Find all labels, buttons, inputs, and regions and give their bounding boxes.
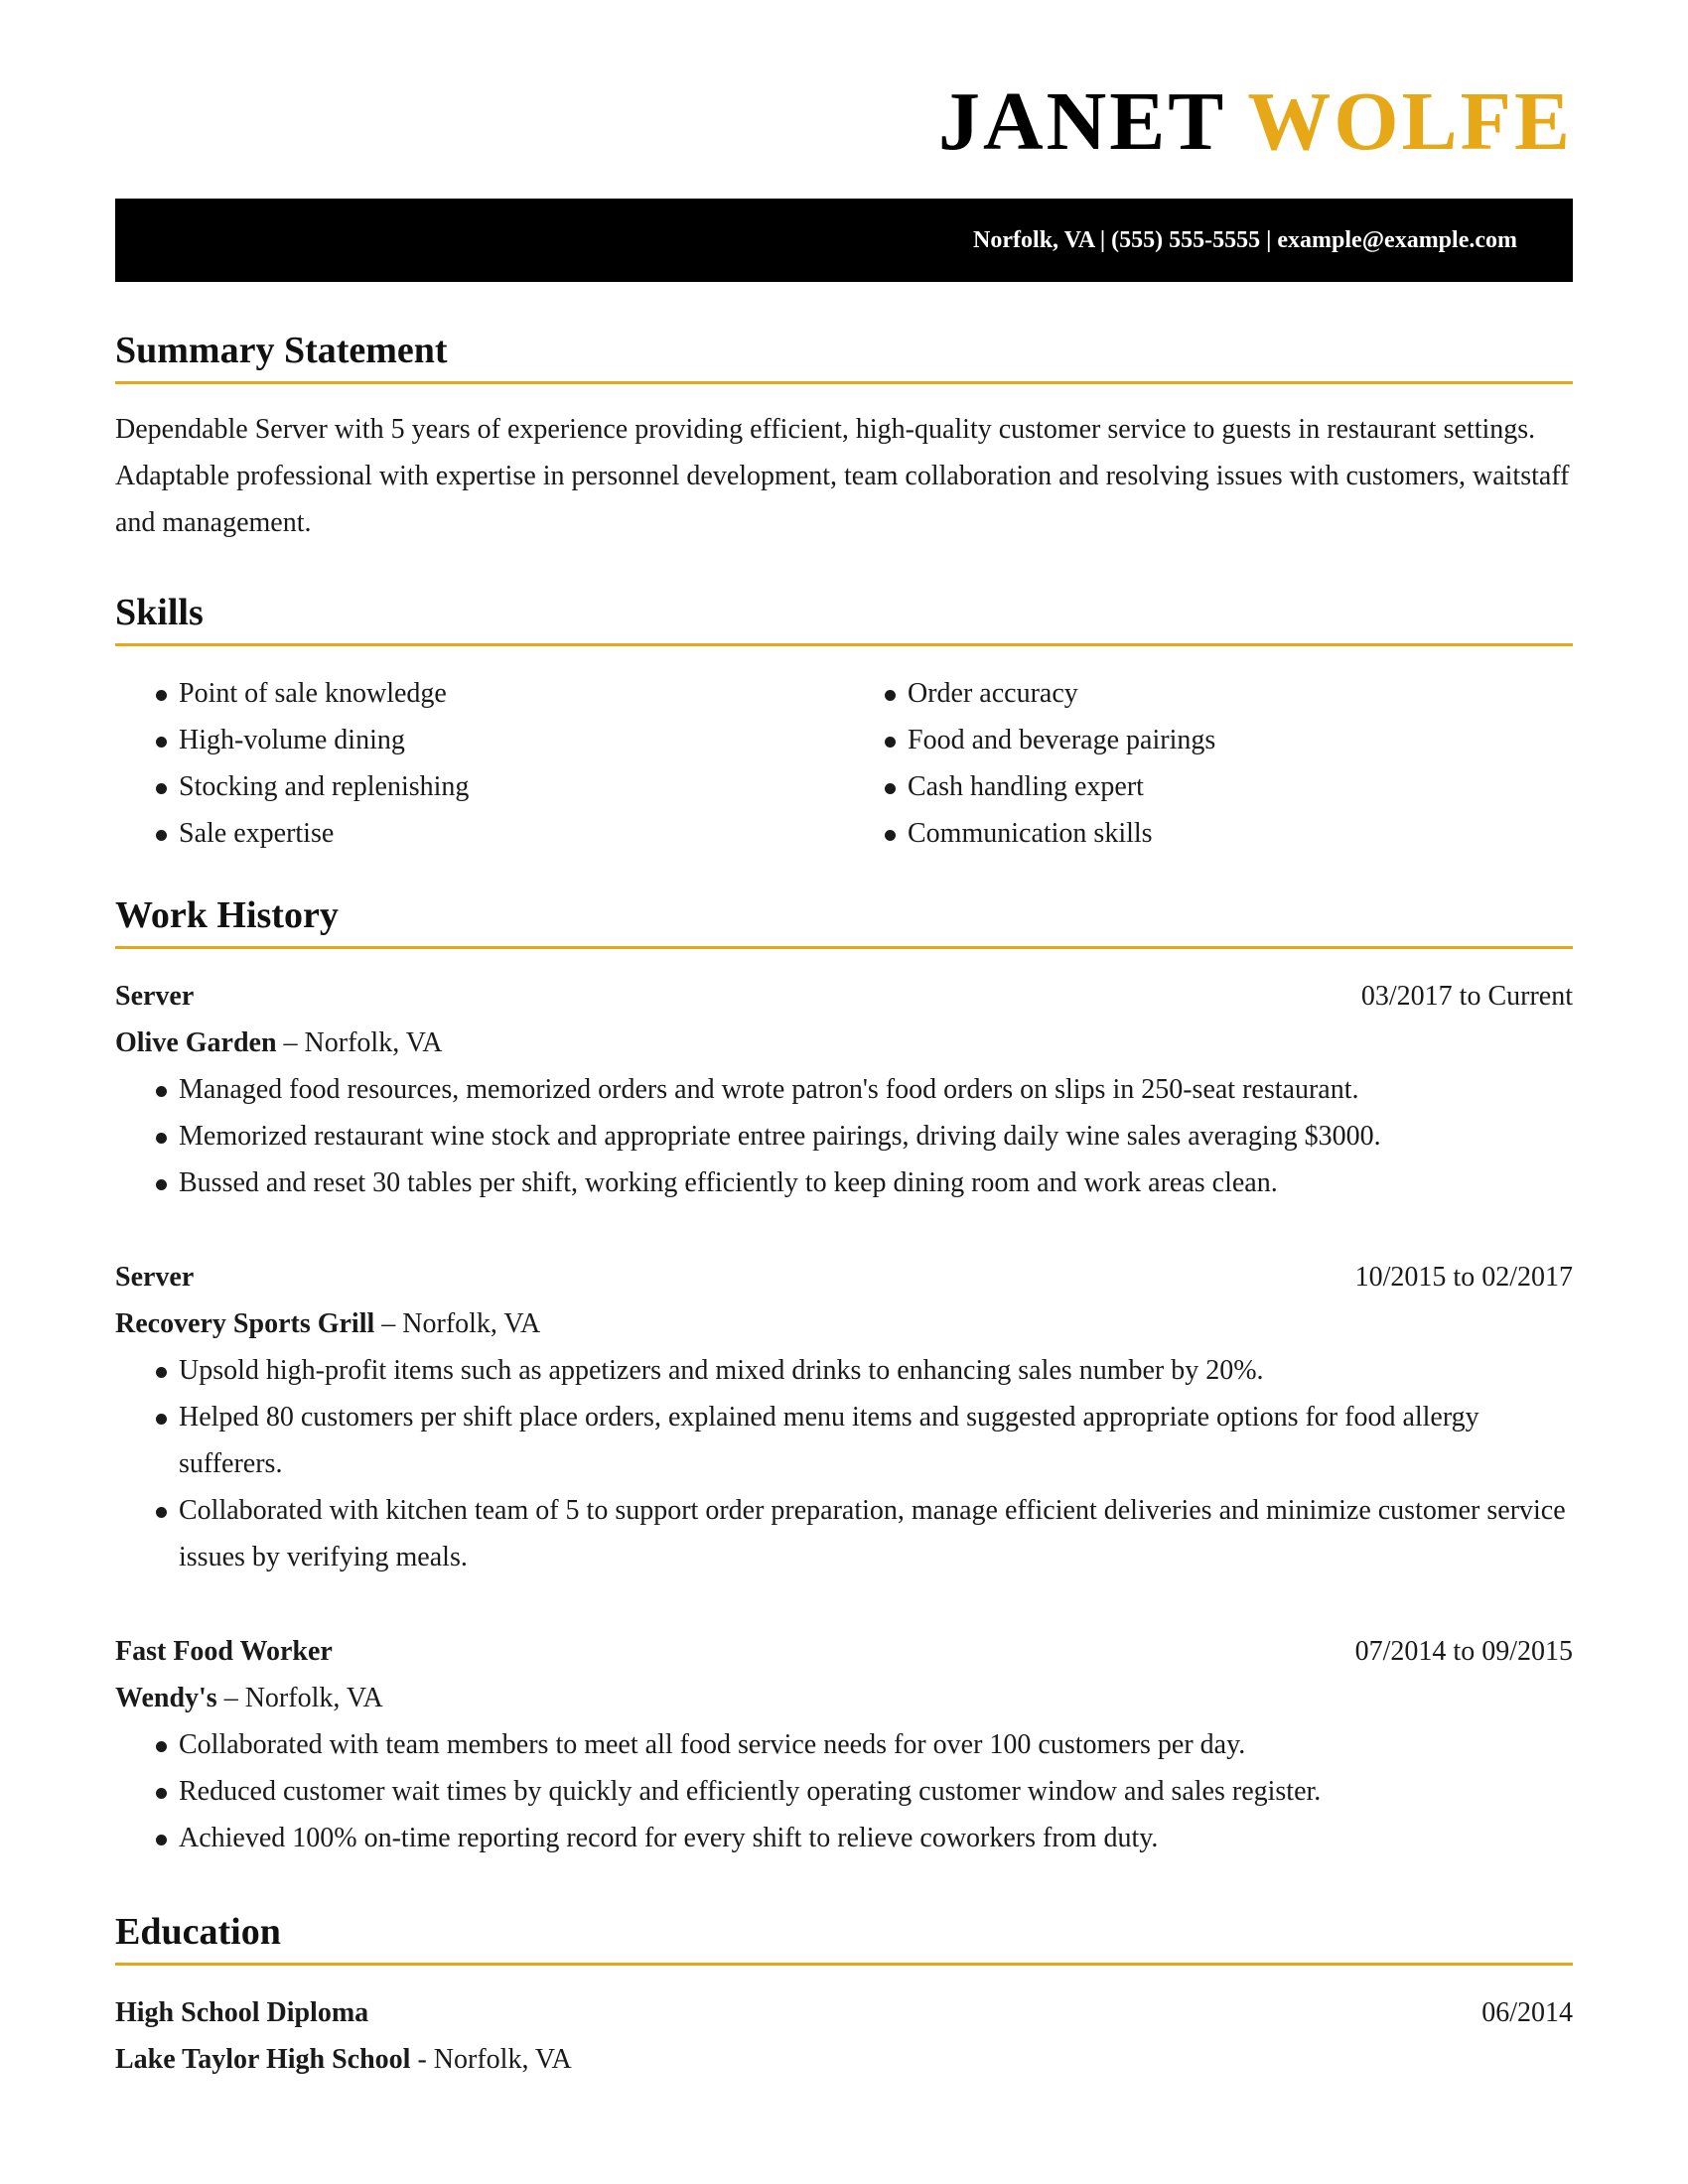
skill-item: Food and beverage pairings — [844, 717, 1573, 763]
contact-info: Norfolk, VA | (555) 555-5555 | example@example.com — [973, 227, 1517, 253]
job-dates: 03/2017 to Current — [1360, 981, 1573, 1012]
job-bullets — [115, 1066, 1573, 1206]
job-title: Server — [115, 1262, 195, 1293]
employer-location: – Norfolk, VA — [374, 1308, 541, 1339]
school-name: Lake Taylor High School — [115, 2044, 411, 2075]
skill-item: Point of sale knowledge — [115, 670, 844, 717]
skill-item: Communication skills — [844, 810, 1573, 857]
section-title-skills: Skills — [115, 590, 1573, 646]
job-bullet: Memorized restaurant wine stock and appropriate entree pairings, driving daily wine sales averaging $3000. — [115, 1113, 1573, 1160]
skill-item: Cash handling expert — [844, 763, 1573, 810]
job-bullets — [115, 1721, 1573, 1861]
job-bullet: Collaborated with kitchen team of 5 to support order preparation, manage efficient deliveries and minimize customer service issues by verifying meals. — [115, 1487, 1573, 1580]
school — [115, 2036, 1573, 2083]
job-bullet: Collaborated with team members to meet all food service needs for over 100 customers per day. — [115, 1721, 1573, 1768]
job-bullets — [115, 1347, 1573, 1580]
employer-name: Recovery Sports Grill — [115, 1308, 375, 1339]
job-entry — [115, 973, 1573, 1206]
section-title-summary: Summary Statement — [115, 328, 1573, 384]
skill-item: High-volume dining — [115, 717, 844, 763]
skill-item: Stocking and replenishing — [115, 763, 844, 810]
skills-grid — [115, 670, 1573, 857]
job-bullet: Managed food resources, memorized orders and wrote patron's food orders on slips in 250-seat restaurant. — [115, 1066, 1573, 1113]
job-employer — [115, 1300, 1573, 1347]
job-entry — [115, 1254, 1573, 1580]
skills-list-left — [115, 670, 844, 857]
skills-section — [115, 590, 1573, 857]
job-title: Fast Food Worker — [115, 1636, 333, 1667]
job-dates: 07/2014 to 09/2015 — [1354, 1636, 1573, 1667]
skill-item: Order accuracy — [844, 670, 1573, 717]
contact-bar — [115, 199, 1573, 282]
job-bullet: Helped 80 customers per shift place orders, explained menu items and suggested appropriate options for food allergy sufferers. — [115, 1394, 1573, 1487]
job-header — [115, 1254, 1573, 1300]
summary-text: Dependable Server with 5 years of experience providing efficient, high-quality customer service to guests in restaurant settings. Adaptable professional with expertise in personnel development, team collaboration and resolving issues with customers, waitstaff and management. — [115, 414, 1570, 538]
job-header — [115, 1628, 1573, 1675]
work-history-section — [115, 892, 1573, 1861]
education-entry — [115, 1989, 1573, 2083]
section-title-work: Work History — [115, 892, 1573, 949]
job-employer — [115, 1675, 1573, 1721]
job-title: Server — [115, 981, 195, 1012]
school-location: - Norfolk, VA — [410, 2044, 572, 2075]
job-bullet: Upsold high-profit items such as appetizers and mixed drinks to enhancing sales number by 20%. — [115, 1347, 1573, 1394]
job-header — [115, 973, 1573, 1020]
section-title-education: Education — [115, 1909, 1573, 1966]
employer-name: Wendy's — [115, 1683, 217, 1713]
education-date: 06/2014 — [1481, 1997, 1573, 2028]
employer-location: – Norfolk, VA — [216, 1683, 383, 1713]
job-bullet: Achieved 100% on-time reporting record for every shift to relieve coworkers from duty. — [115, 1815, 1573, 1861]
degree: High School Diploma — [115, 1997, 369, 2028]
job-employer — [115, 1020, 1573, 1066]
employer-name: Olive Garden — [115, 1027, 277, 1058]
education-section — [115, 1909, 1573, 2083]
skills-list-right — [844, 670, 1573, 857]
last-name: WOLFE — [1247, 75, 1573, 168]
summary-section — [115, 328, 1573, 546]
employer-location: – Norfolk, VA — [276, 1027, 443, 1058]
job-dates: 10/2015 to 02/2017 — [1354, 1262, 1573, 1293]
skill-item: Sale expertise — [115, 810, 844, 857]
job-bullet: Reduced customer wait times by quickly and efficiently operating customer window and sales register. — [115, 1768, 1573, 1815]
first-name: JANET — [937, 75, 1225, 168]
candidate-name — [115, 0, 1573, 167]
job-bullet: Bussed and reset 30 tables per shift, working efficiently to keep dining room and work areas clean. — [115, 1160, 1573, 1206]
job-entry — [115, 1628, 1573, 1861]
education-header — [115, 1989, 1573, 2036]
